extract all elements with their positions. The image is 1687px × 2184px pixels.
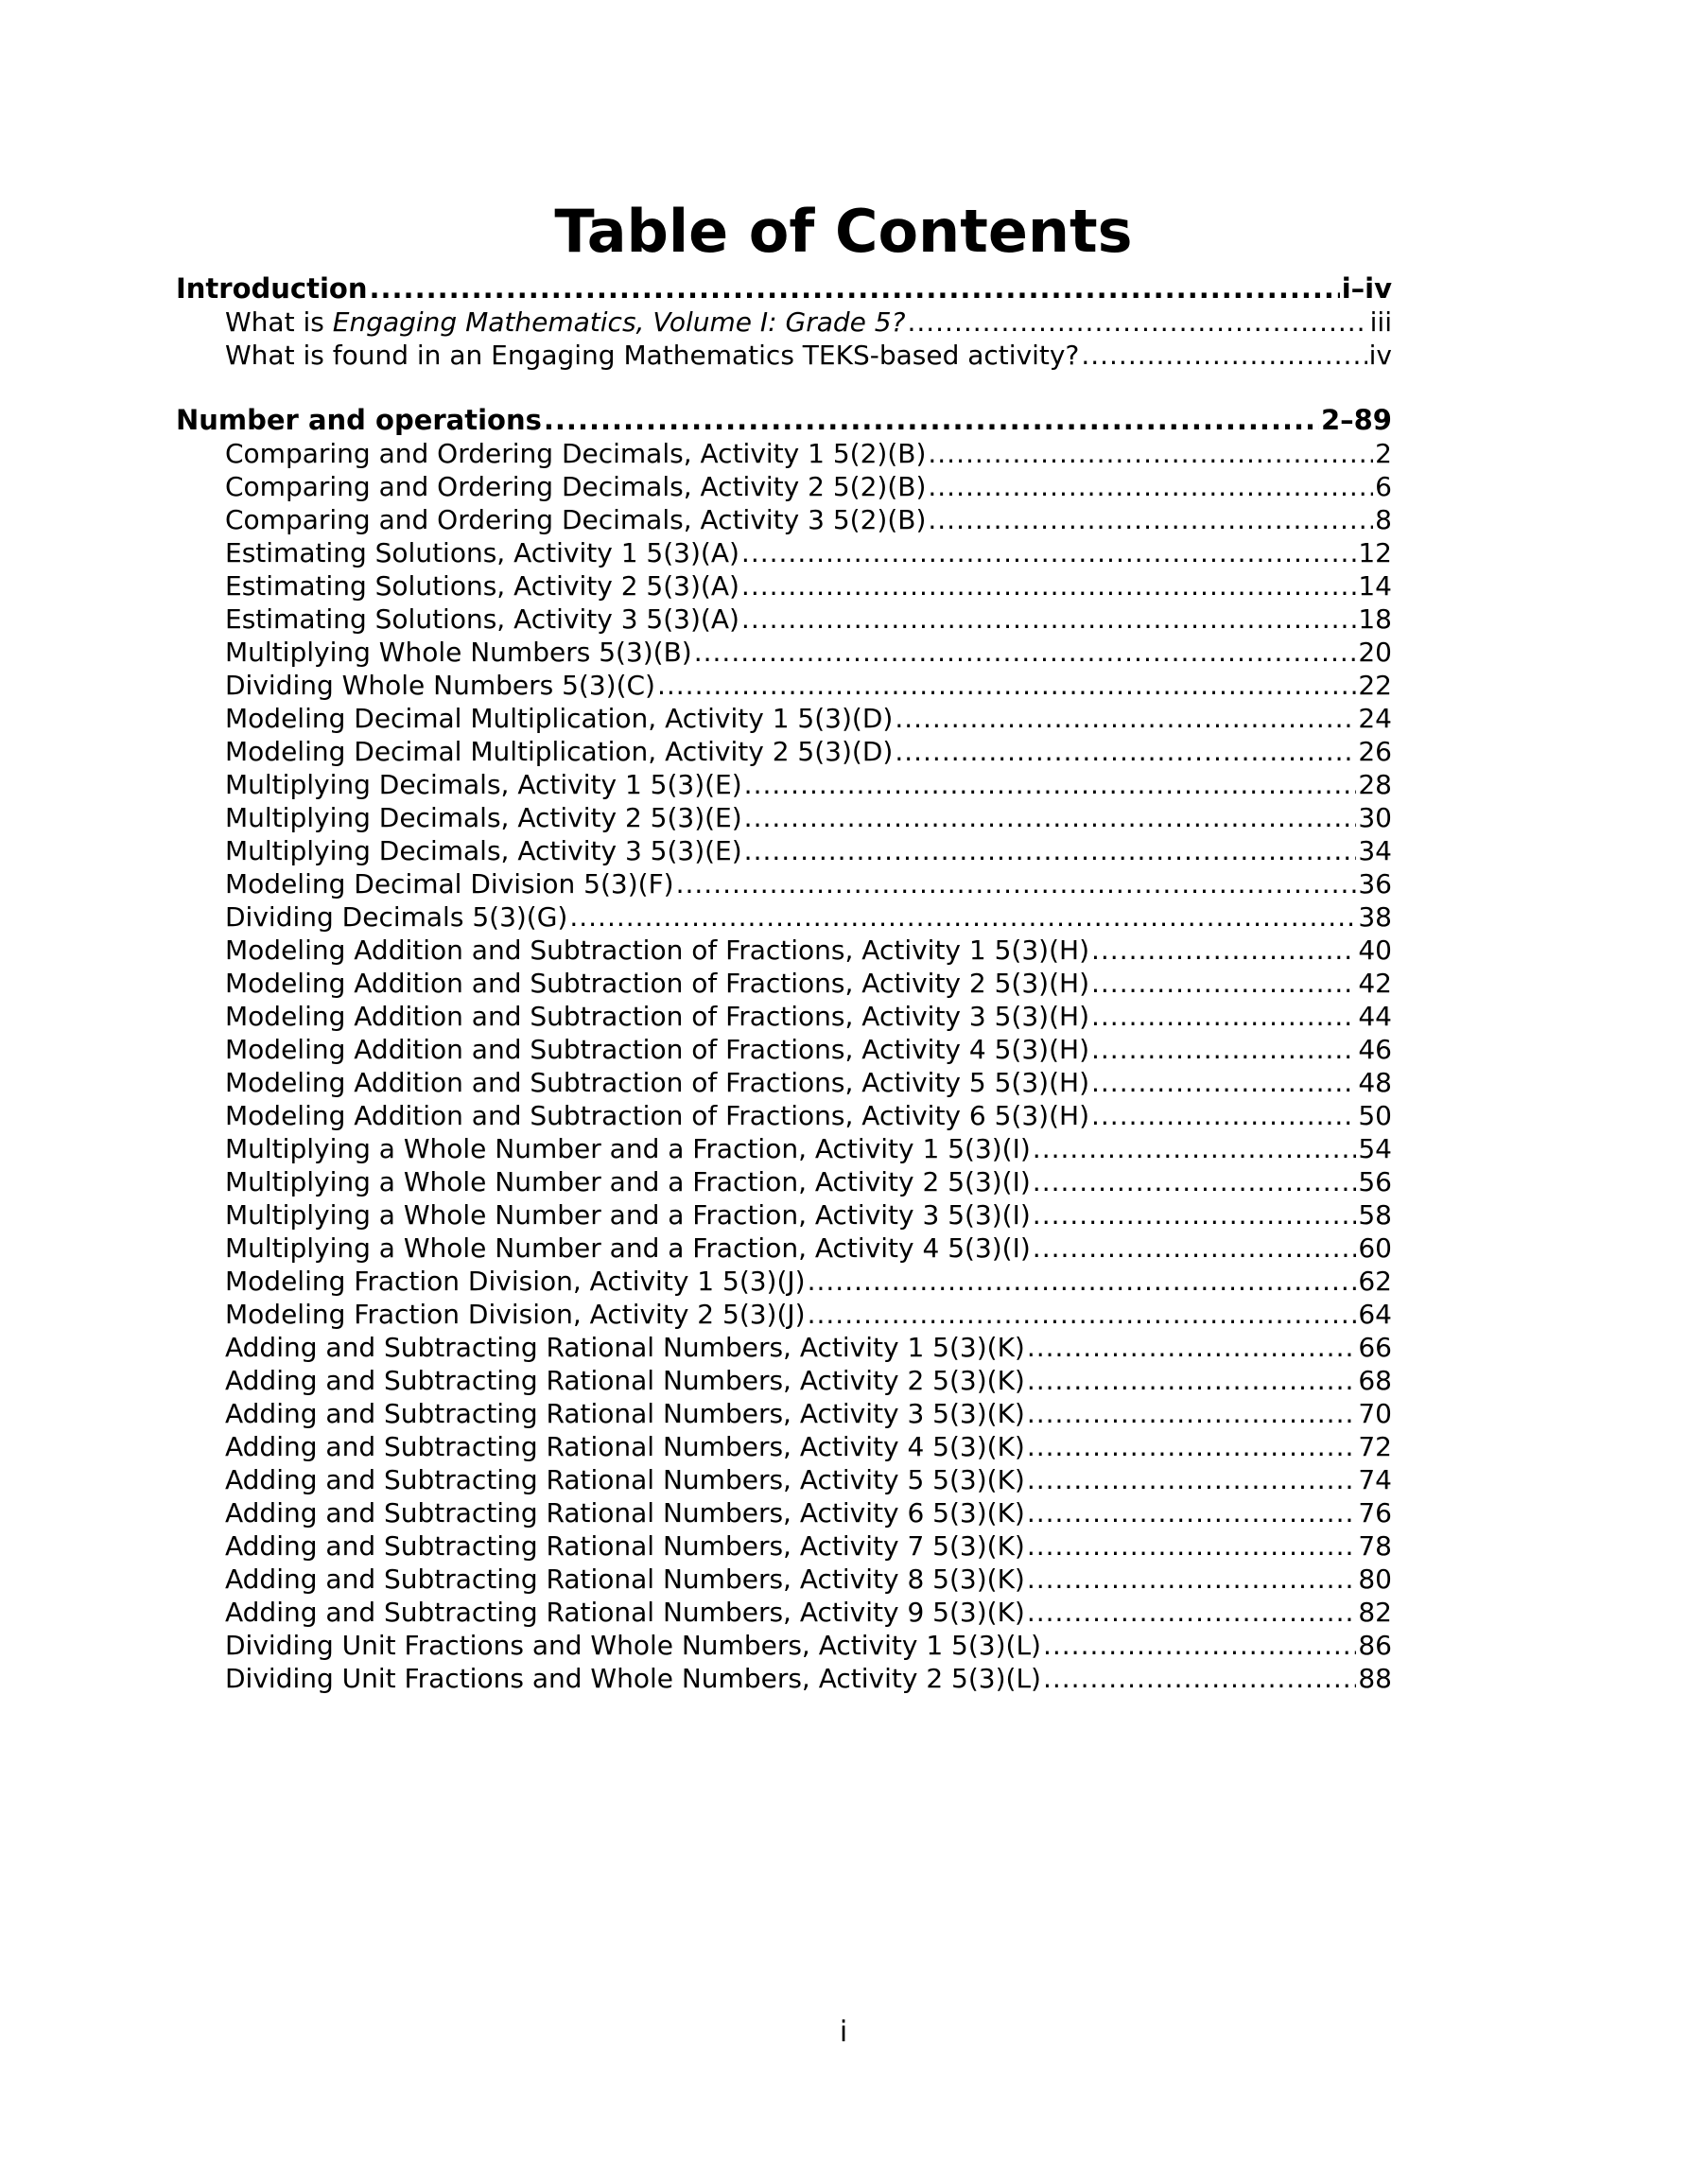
toc-entry[interactable] — [176, 1066, 1392, 1099]
toc-entry[interactable] — [176, 470, 1392, 503]
entry-title — [225, 1629, 1041, 1662]
dot-leader — [1033, 1165, 1357, 1198]
toc-entry[interactable] — [176, 603, 1392, 636]
entry-title — [225, 1364, 1025, 1397]
toc-entry[interactable] — [176, 1397, 1392, 1430]
toc-entry[interactable] — [176, 735, 1392, 768]
toc-entry[interactable] — [176, 1165, 1392, 1198]
entry-title — [225, 1496, 1025, 1529]
toc-entry[interactable] — [176, 306, 1392, 339]
dot-leader — [1027, 1397, 1357, 1430]
dot-leader — [694, 636, 1357, 669]
entry-title-text: Multiplying Whole Numbers 5(3)(B) — [225, 637, 692, 668]
dot-leader — [1091, 934, 1356, 967]
entry-title-text: Adding and Subtracting Rational Numbers, Activity 7 5(3)(K) — [225, 1530, 1025, 1562]
toc-entry[interactable] — [176, 1099, 1392, 1132]
entry-page-number: 12 — [1358, 537, 1392, 568]
entry-title — [225, 1662, 1041, 1695]
entry-title — [225, 503, 926, 536]
section-title: Introduction — [176, 272, 368, 305]
entry-title-text: Dividing Unit Fractions and Whole Numbers, Activity 1 5(3)(L) — [225, 1630, 1041, 1661]
toc-entry[interactable] — [176, 1496, 1392, 1529]
toc-entry[interactable] — [176, 1298, 1392, 1331]
dot-leader — [676, 867, 1357, 900]
entry-page-number: 50 — [1358, 1100, 1392, 1131]
toc-entry[interactable] — [176, 967, 1392, 1000]
toc-entry[interactable] — [176, 569, 1392, 603]
entry-page-number: 68 — [1358, 1365, 1392, 1396]
entry-title — [225, 934, 1089, 967]
entry-page-number: 74 — [1358, 1464, 1392, 1495]
dot-leader — [928, 470, 1373, 503]
entry-title-text: Dividing Unit Fractions and Whole Numbers, Activity 2 5(3)(L) — [225, 1663, 1041, 1694]
entry-title — [225, 768, 742, 801]
dot-leader — [741, 569, 1356, 603]
toc-entry[interactable] — [176, 834, 1392, 867]
entry-title-text: Adding and Subtracting Rational Numbers, Activity 9 5(3)(K) — [225, 1597, 1025, 1628]
dot-leader — [1033, 1232, 1357, 1265]
entry-page-number: 44 — [1358, 1001, 1392, 1032]
entry-title — [225, 1198, 1031, 1232]
entry-title-text: Multiplying a Whole Number and a Fraction, Activity 2 5(3)(I) — [225, 1166, 1031, 1197]
toc-section-heading[interactable] — [176, 404, 1392, 437]
toc-entry[interactable] — [176, 1000, 1392, 1033]
entry-title — [225, 1232, 1031, 1265]
dot-leader — [1027, 1529, 1357, 1563]
toc-entry[interactable] — [176, 1463, 1392, 1496]
entry-title — [225, 437, 926, 470]
toc-entry[interactable] — [176, 934, 1392, 967]
entry-title-text: Estimating Solutions, Activity 2 5(3)(A) — [225, 570, 739, 602]
entry-page-number: 80 — [1358, 1564, 1392, 1595]
entry-title — [225, 1397, 1025, 1430]
entry-title — [225, 1066, 1089, 1099]
dot-leader — [1027, 1563, 1357, 1596]
entry-title — [225, 834, 742, 867]
entry-title-text: Multiplying Decimals, Activity 2 5(3)(E) — [225, 802, 742, 833]
entry-title-text: What is found in an Engaging Mathematics TEKS-based activity? — [225, 340, 1080, 371]
entry-title-text: Modeling Addition and Subtraction of Fractions, Activity 6 5(3)(H) — [225, 1100, 1089, 1131]
entry-title-text: Modeling Addition and Subtraction of Fractions, Activity 4 5(3)(H) — [225, 1034, 1089, 1065]
entry-title — [225, 306, 905, 339]
toc-entry[interactable] — [176, 1563, 1392, 1596]
entry-title — [225, 967, 1089, 1000]
entry-title-text: Multiplying a Whole Number and a Fraction, Activity 4 5(3)(I) — [225, 1232, 1031, 1264]
entry-title — [225, 1331, 1025, 1364]
dot-leader — [1091, 967, 1356, 1000]
entry-title — [225, 636, 692, 669]
dot-leader — [1033, 1132, 1357, 1165]
dot-leader — [928, 503, 1373, 536]
toc-entry[interactable] — [176, 437, 1392, 470]
toc-entry[interactable] — [176, 1033, 1392, 1066]
entry-title-text: Modeling Addition and Subtraction of Fractions, Activity 1 5(3)(H) — [225, 935, 1089, 966]
entry-title-text: Adding and Subtracting Rational Numbers, Activity 2 5(3)(K) — [225, 1365, 1025, 1396]
entry-page-number: 58 — [1358, 1199, 1392, 1231]
entry-title — [225, 1000, 1089, 1033]
entry-title — [225, 1563, 1025, 1596]
entry-page-number: 24 — [1358, 703, 1392, 734]
toc-entry[interactable] — [176, 536, 1392, 569]
dot-leader — [744, 801, 1357, 834]
entry-page-number: 60 — [1358, 1232, 1392, 1264]
entry-title — [225, 867, 674, 900]
entry-title-text: Adding and Subtracting Rational Numbers, Activity 4 5(3)(K) — [225, 1431, 1025, 1462]
section-title: Number and operations — [176, 404, 542, 436]
entry-title — [225, 1529, 1025, 1563]
entry-title-text: Dividing Whole Numbers 5(3)(C) — [225, 670, 655, 701]
entry-title — [225, 702, 893, 735]
entry-title — [225, 1033, 1089, 1066]
entry-page-number: 86 — [1358, 1630, 1392, 1661]
entry-title — [225, 1165, 1031, 1198]
toc-entry[interactable] — [176, 900, 1392, 934]
entry-page-number: 34 — [1358, 835, 1392, 866]
entry-title-text: Multiplying Decimals, Activity 1 5(3)(E) — [225, 769, 742, 800]
entry-title-text: Dividing Decimals 5(3)(G) — [225, 901, 568, 933]
dot-leader — [1027, 1331, 1357, 1364]
dot-leader — [741, 603, 1356, 636]
toc-entry[interactable] — [176, 1198, 1392, 1232]
dot-leader — [928, 437, 1373, 470]
dot-leader — [1081, 339, 1366, 372]
entry-title-italic: Engaging Mathematics, Volume I: Grade 5? — [332, 306, 906, 338]
toc-entry[interactable] — [176, 1232, 1392, 1265]
toc-entry[interactable] — [176, 1364, 1392, 1397]
entry-page-number: 78 — [1358, 1530, 1392, 1562]
entry-title — [225, 1099, 1089, 1132]
entry-title-text: Adding and Subtracting Rational Numbers, Activity 3 5(3)(K) — [225, 1398, 1025, 1429]
toc-entry[interactable] — [176, 1662, 1392, 1695]
dot-leader — [1027, 1463, 1357, 1496]
entry-page-number: 66 — [1358, 1332, 1392, 1363]
entry-title-text: Modeling Addition and Subtraction of Fractions, Activity 3 5(3)(H) — [225, 1001, 1089, 1032]
entry-title-text: Multiplying a Whole Number and a Fraction, Activity 3 5(3)(I) — [225, 1199, 1031, 1231]
entry-title — [225, 801, 742, 834]
entry-title-text: Adding and Subtracting Rational Numbers, Activity 6 5(3)(K) — [225, 1497, 1025, 1529]
entry-title-text: Modeling Decimal Multiplication, Activity 2 5(3)(D) — [225, 736, 894, 767]
dot-leader — [1027, 1364, 1357, 1397]
dot-leader — [907, 306, 1367, 339]
entry-page-number: 88 — [1358, 1663, 1392, 1694]
entry-page-number: 40 — [1358, 935, 1392, 966]
entry-title — [225, 900, 567, 934]
entry-title-text: Estimating Solutions, Activity 1 5(3)(A) — [225, 537, 739, 568]
dot-leader — [808, 1298, 1357, 1331]
entry-page-number: 30 — [1358, 802, 1392, 833]
entry-page-number: 2 — [1375, 438, 1392, 469]
entry-title — [225, 1463, 1025, 1496]
entry-page-number: 6 — [1375, 471, 1392, 502]
entry-page-number: 42 — [1358, 968, 1392, 999]
entry-page-number: 62 — [1358, 1266, 1392, 1297]
dot-leader — [895, 735, 1356, 768]
entry-title — [225, 735, 893, 768]
dot-leader — [1043, 1662, 1356, 1695]
entry-page-number: iii — [1369, 306, 1392, 338]
entry-title-text: Adding and Subtracting Rational Numbers, Activity 5 5(3)(K) — [225, 1464, 1025, 1495]
entry-title — [225, 536, 739, 569]
dot-leader — [544, 404, 1319, 437]
page-title: Table of Contents — [554, 197, 1133, 266]
dot-leader — [370, 272, 1340, 306]
entry-page-number: 36 — [1358, 868, 1392, 900]
section-page-range: 2–89 — [1320, 404, 1392, 436]
entry-title-text: Comparing and Ordering Decimals, Activity 2 5(2)(B) — [225, 471, 927, 502]
page-number: i — [839, 2016, 848, 2049]
toc-entry[interactable] — [176, 1430, 1392, 1463]
entry-page-number: 70 — [1358, 1398, 1392, 1429]
entry-page-number: 8 — [1375, 504, 1392, 535]
toc-entry[interactable] — [176, 1629, 1392, 1662]
entry-title-text: Modeling Addition and Subtraction of Fractions, Activity 2 5(3)(H) — [225, 968, 1089, 999]
dot-leader — [1043, 1629, 1356, 1662]
entry-page-number: 28 — [1358, 769, 1392, 800]
entry-title-text: Multiplying a Whole Number and a Fraction, Activity 1 5(3)(I) — [225, 1133, 1031, 1164]
entry-page-number: iv — [1368, 340, 1392, 371]
dot-leader — [1027, 1496, 1357, 1529]
table-of-contents — [176, 272, 1392, 1695]
dot-leader — [1091, 1099, 1356, 1132]
entry-title-text: Modeling Decimal Division 5(3)(F) — [225, 868, 674, 900]
entry-page-number: 14 — [1358, 570, 1392, 602]
entry-title — [225, 1298, 806, 1331]
dot-leader — [1027, 1430, 1357, 1463]
entry-title-text: Modeling Fraction Division, Activity 2 5(3)(J) — [225, 1299, 806, 1330]
toc-entry[interactable] — [176, 768, 1392, 801]
toc-entry[interactable] — [176, 503, 1392, 536]
toc-entry[interactable] — [176, 702, 1392, 735]
entry-title-text: Adding and Subtracting Rational Numbers, Activity 8 5(3)(K) — [225, 1564, 1025, 1595]
entry-title — [225, 1596, 1025, 1629]
entry-page-number: 38 — [1358, 901, 1392, 933]
toc-entry[interactable] — [176, 1596, 1392, 1629]
dot-leader — [1091, 1000, 1356, 1033]
dot-leader — [741, 536, 1356, 569]
toc-section-heading[interactable] — [176, 272, 1392, 306]
entry-title-text: What is — [225, 306, 333, 338]
dot-leader — [808, 1265, 1357, 1298]
section-page-range: i–iv — [1341, 272, 1392, 305]
entry-title — [225, 1265, 806, 1298]
entry-title — [225, 1132, 1031, 1165]
dot-leader — [1027, 1596, 1357, 1629]
entry-page-number: 54 — [1358, 1133, 1392, 1164]
entry-title-text: Comparing and Ordering Decimals, Activity 3 5(2)(B) — [225, 504, 927, 535]
toc-entry[interactable] — [176, 1331, 1392, 1364]
toc-entry[interactable] — [176, 1132, 1392, 1165]
entry-page-number: 20 — [1358, 637, 1392, 668]
entry-page-number: 48 — [1358, 1067, 1392, 1098]
entry-title-text: Comparing and Ordering Decimals, Activity 1 5(2)(B) — [225, 438, 927, 469]
toc-entry[interactable] — [176, 1265, 1392, 1298]
dot-leader — [744, 834, 1357, 867]
dot-leader — [744, 768, 1357, 801]
entry-title — [225, 603, 739, 636]
entry-page-number: 26 — [1358, 736, 1392, 767]
dot-leader — [657, 669, 1356, 702]
dot-leader — [1091, 1066, 1356, 1099]
entry-title — [225, 1430, 1025, 1463]
dot-leader — [895, 702, 1356, 735]
entry-title-text: Multiplying Decimals, Activity 3 5(3)(E) — [225, 835, 742, 866]
entry-title-text: Adding and Subtracting Rational Numbers, Activity 1 5(3)(K) — [225, 1332, 1025, 1363]
entry-title-text: Estimating Solutions, Activity 3 5(3)(A) — [225, 603, 739, 635]
entry-page-number: 22 — [1358, 670, 1392, 701]
entry-page-number: 76 — [1358, 1497, 1392, 1529]
toc-entry[interactable] — [176, 1529, 1392, 1563]
entry-title-text: Modeling Addition and Subtraction of Fractions, Activity 5 5(3)(H) — [225, 1067, 1089, 1098]
toc-entry[interactable] — [176, 867, 1392, 900]
entry-page-number: 46 — [1358, 1034, 1392, 1065]
entry-page-number: 82 — [1358, 1597, 1392, 1628]
entry-page-number: 64 — [1358, 1299, 1392, 1330]
entry-title — [225, 569, 739, 603]
entry-title-text: Modeling Decimal Multiplication, Activity 1 5(3)(D) — [225, 703, 894, 734]
entry-page-number: 56 — [1358, 1166, 1392, 1197]
dot-leader — [569, 900, 1356, 934]
entry-title — [225, 470, 926, 503]
entry-page-number: 18 — [1358, 603, 1392, 635]
toc-entry[interactable] — [176, 801, 1392, 834]
toc-entry[interactable] — [176, 669, 1392, 702]
entry-page-number: 72 — [1358, 1431, 1392, 1462]
entry-title — [225, 669, 655, 702]
entry-title-text: Modeling Fraction Division, Activity 1 5(3)(J) — [225, 1266, 806, 1297]
toc-entry[interactable] — [176, 636, 1392, 669]
toc-entry[interactable] — [176, 339, 1392, 372]
dot-leader — [1033, 1198, 1357, 1232]
dot-leader — [1091, 1033, 1356, 1066]
section-spacer — [176, 372, 1392, 404]
entry-title — [225, 339, 1079, 372]
